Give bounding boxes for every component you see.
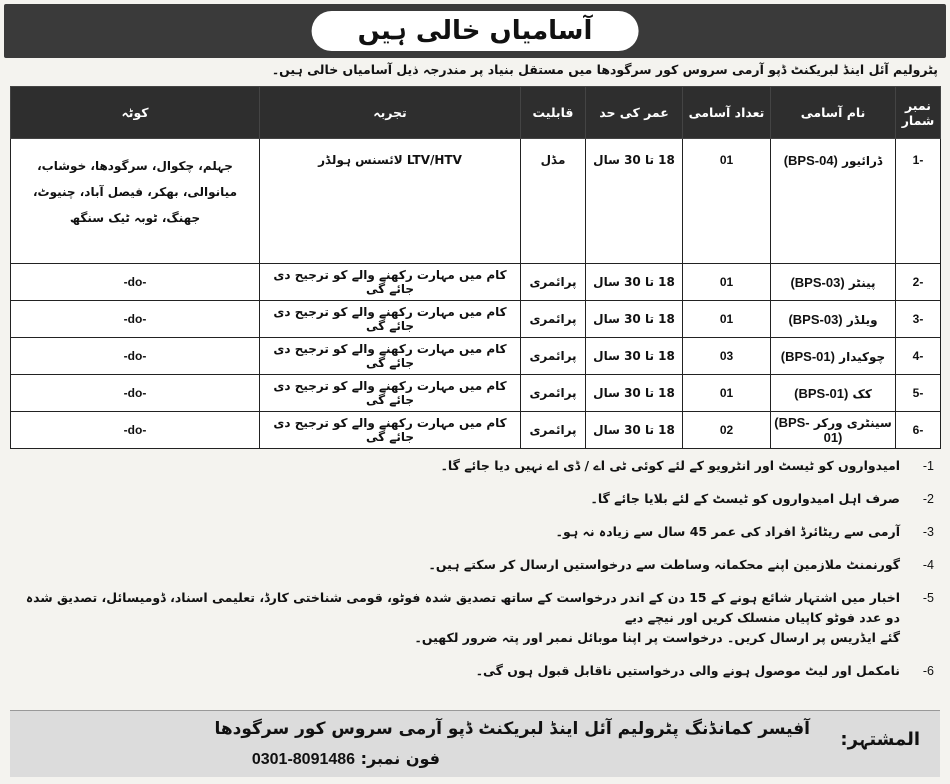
row-qualification: پرائمری: [521, 412, 586, 449]
note-text: امیدواروں کو ٹیسٹ اور انٹرویو کے لئے کوئی ٹی اے / ڈی اے نہیں دیا جائے گا۔: [440, 458, 900, 473]
note-text: صرف اہل امیدواروں کو ٹیسٹ کے لئے بلایا جائے گا۔: [590, 491, 900, 506]
header-experience: تجربہ: [260, 87, 521, 139]
post-bps: (BPS-04): [783, 153, 838, 168]
row-count: 03: [683, 338, 771, 375]
intro-text: پٹرولیم آئل اینڈ لبریکنٹ ڈپو آرمی سروس کور سرگودھا میں مستقل بنیاد پر مندرجہ ذیل آسامیاں خالی ہیں۔: [271, 62, 938, 77]
table-header-row: [11, 87, 941, 139]
note-item: [16, 456, 934, 476]
row-quota: -do-: [11, 412, 260, 449]
note-text: نامکمل اور لیٹ موصول ہونے والی درخواستیں ناقابل قبول ہوں گی۔: [475, 663, 900, 678]
note-number: -3: [922, 525, 934, 539]
phone-number: 0301-8091486: [251, 751, 356, 768]
post-bps: (BPS-01): [774, 415, 843, 445]
header-serial: نمبر شمار: [896, 87, 941, 139]
advertiser-office: آفیسر کمانڈنگ پٹرولیم آئل اینڈ لبریکنٹ ڈپو آرمی سروس کور سرگودھا: [214, 719, 810, 739]
note-item: [16, 661, 934, 681]
vacancies-table: [10, 86, 941, 449]
post-bps: (BPS-01): [780, 348, 835, 364]
table-row: [11, 338, 941, 375]
note-text: گورنمنٹ ملازمین اپنے محکمانہ وساطت سے درخواستیں ارسال کر سکتے ہیں۔: [428, 557, 900, 572]
row-age: 18 تا 30 سال: [586, 375, 683, 412]
row-post: [771, 375, 896, 412]
row-experience: کام میں مہارت رکھنے والے کو ترجیح دی جائے گی: [260, 301, 521, 338]
row-qualification: پرائمری: [521, 301, 586, 338]
page-title: آسامیاں خالی ہیں: [312, 11, 639, 51]
post-bps: (BPS-03): [788, 311, 843, 327]
row-post: [771, 301, 896, 338]
note-item: [16, 555, 934, 575]
post-name: ویلڈر: [846, 312, 878, 327]
note-number: -1: [922, 459, 934, 473]
row-quota: -do-: [11, 301, 260, 338]
row-experience: کام میں مہارت رکھنے والے کو ترجیح دی جائے گی: [260, 412, 521, 449]
row-age: 18 تا 30 سال: [586, 301, 683, 338]
note-number: -4: [922, 558, 934, 572]
table-row: [11, 301, 941, 338]
note-text: آرمی سے ریٹائرڈ افراد کی عمر 45 سال سے زیادہ نہ ہو۔: [555, 524, 900, 539]
row-serial: -1: [896, 139, 941, 264]
advertiser-label: المشتہر:: [840, 729, 920, 750]
note-number: -2: [922, 492, 934, 506]
phone-label: فون نمبر:: [360, 749, 440, 768]
row-experience: LTV/HTV لائسنس ہولڈر: [260, 139, 521, 264]
table-row: [11, 139, 941, 264]
note-text: اخبار میں اشتہار شائع ہونے کے 15 دن کے اندر درخواست کے ساتھ تصدیق شدہ فوٹو، قومی شناختی کارڈ، تعلیمی اسناد، ڈومیسائل، تصدیق شدہ دو عدد فوٹو کاپیاں منسلک کریں اور نیچے دیے: [25, 590, 900, 625]
note-item: [16, 588, 934, 648]
row-quota: -do-: [11, 338, 260, 375]
header-count: تعداد آسامی: [683, 87, 771, 139]
row-count: 01: [683, 139, 771, 264]
table-row: [11, 412, 941, 449]
row-quota: -do-: [11, 375, 260, 412]
row-serial: -2: [896, 264, 941, 301]
row-serial: -6: [896, 412, 941, 449]
header-age: عمر کی حد: [586, 87, 683, 139]
row-experience: کام میں مہارت رکھنے والے کو ترجیح دی جائے گی: [260, 375, 521, 412]
note-item: [16, 489, 934, 509]
note-number: -5: [922, 591, 934, 605]
row-quota: جہلم، چکوال، سرگودھا، خوشاب، میانوالی، بھکر، فیصل آباد، چنیوٹ، جھنگ، ٹوبہ ٹیک سنگھ: [11, 139, 260, 264]
note-number: -6: [922, 664, 934, 678]
post-name: پینٹر: [848, 275, 876, 290]
post-bps: (BPS-03): [790, 274, 845, 290]
note-item: [16, 522, 934, 542]
header-quota: کوٹہ: [11, 87, 260, 139]
row-count: 01: [683, 264, 771, 301]
row-experience: کام میں مہارت رکھنے والے کو ترجیح دی جائے گی: [260, 338, 521, 375]
row-post: [771, 139, 896, 264]
post-bps: (BPS-01): [794, 385, 849, 401]
row-serial: -5: [896, 375, 941, 412]
row-post: [771, 412, 896, 449]
row-count: 01: [683, 375, 771, 412]
note-text-block: [16, 588, 900, 648]
row-age: 18 تا 30 سال: [586, 139, 683, 264]
header-post: نام آسامی: [771, 87, 896, 139]
row-post: [771, 338, 896, 375]
post-name: کک: [852, 386, 872, 401]
row-age: 18 تا 30 سال: [586, 338, 683, 375]
row-age: 18 تا 30 سال: [586, 264, 683, 301]
row-serial: -3: [896, 301, 941, 338]
row-experience: کام میں مہارت رکھنے والے کو ترجیح دی جائے گی: [260, 264, 521, 301]
row-serial: -4: [896, 338, 941, 375]
note-text-continued: گئے ایڈریس پر ارسال کریں۔ درخواست پر اپنا موبائل نمبر اور پتہ ضرور لکھیں۔: [414, 630, 900, 645]
advertiser-footer: [10, 710, 940, 777]
post-name: چوکیدار: [839, 349, 886, 364]
post-name: ڈرائیور: [842, 154, 883, 168]
row-count: 02: [683, 412, 771, 449]
row-count: 01: [683, 301, 771, 338]
row-qualification: پرائمری: [521, 338, 586, 375]
header-qualification: قابلیت: [521, 87, 586, 139]
notes-list: [16, 456, 934, 694]
row-quota: -do-: [11, 264, 260, 301]
post-name: سینٹری ورکر: [813, 416, 892, 430]
row-post: [771, 264, 896, 301]
row-qualification: مڈل: [521, 139, 586, 264]
row-qualification: پرائمری: [521, 264, 586, 301]
phone-line: [252, 749, 440, 769]
row-qualification: پرائمری: [521, 375, 586, 412]
title-bar: [4, 4, 946, 58]
table-row: [11, 375, 941, 412]
table-row: [11, 264, 941, 301]
row-age: 18 تا 30 سال: [586, 412, 683, 449]
